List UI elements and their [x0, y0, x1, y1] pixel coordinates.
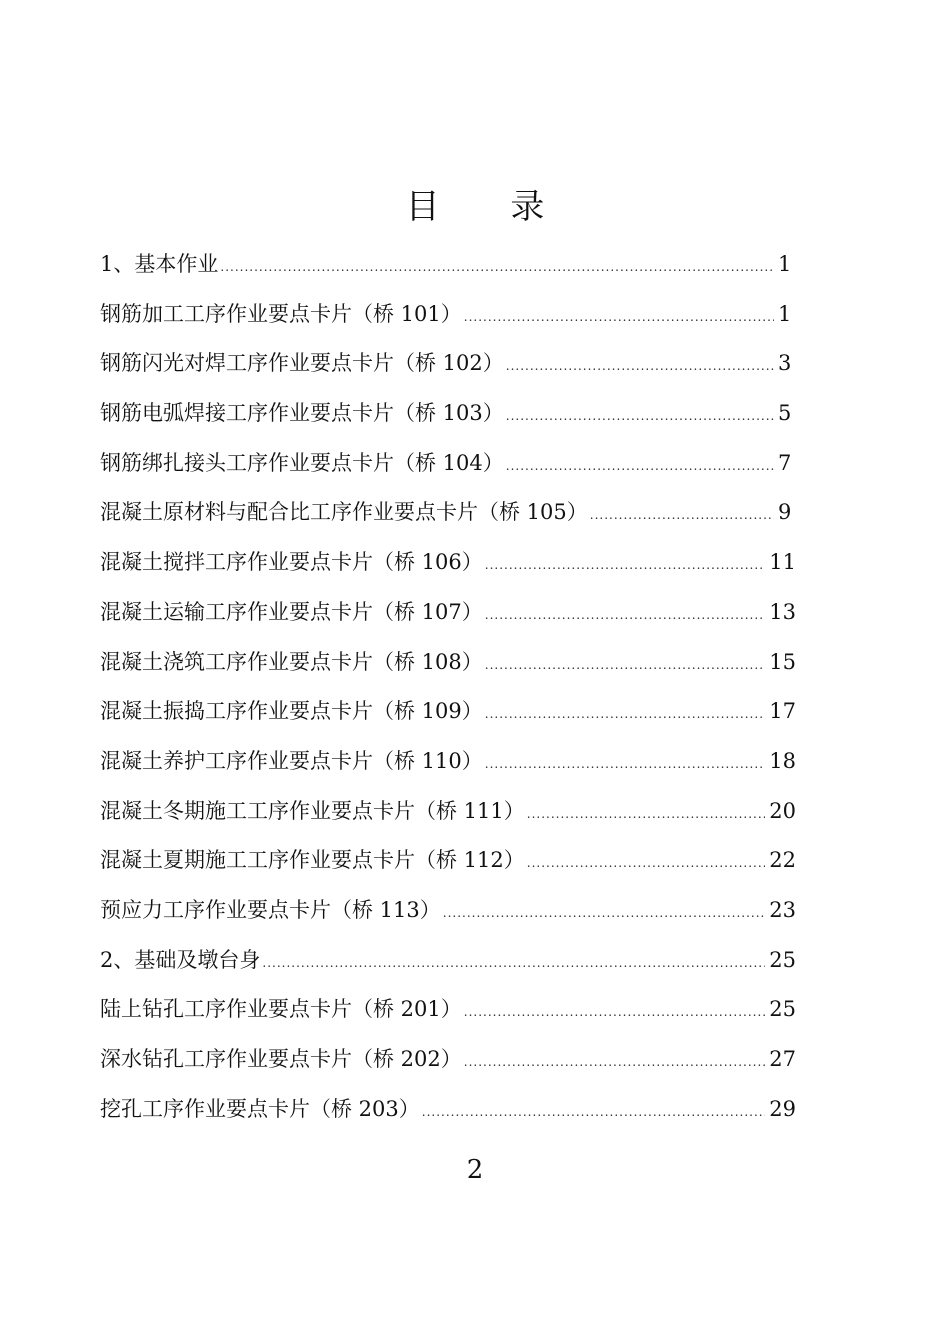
toc-entry[interactable] [100, 936, 796, 986]
toc-entry-label: 钢筋闪光对焊工序作业要点卡片（桥 102） [100, 351, 504, 376]
toc-entry-label: 混凝土冬期施工工序作业要点卡片（桥 111） [100, 798, 525, 823]
page-title: 目 录 [405, 187, 575, 227]
toc-entry[interactable] [100, 389, 796, 439]
toc-entry-page: 25 [769, 997, 796, 1022]
toc-entry-label: 混凝土原材料与配合比工序作业要点卡片（桥 105） [100, 500, 588, 525]
toc-entry[interactable] [100, 737, 796, 787]
toc-entry-label: 钢筋加工工序作业要点卡片（桥 101） [100, 301, 462, 326]
toc-entry[interactable] [100, 687, 796, 737]
toc-entry[interactable] [100, 439, 796, 489]
toc-entry-page: 3 [778, 351, 792, 376]
toc-entry-page: 17 [769, 699, 796, 724]
toc-dot-leader [527, 839, 766, 889]
toc-entry-page: 27 [769, 1047, 796, 1071]
page-number: 2 [466, 1155, 484, 1185]
toc-entry-page: 7 [778, 450, 792, 475]
toc-dot-leader [485, 641, 766, 691]
toc-entry-label: 2、基础及墩台身 [100, 947, 261, 972]
toc-entry[interactable] [100, 240, 796, 290]
toc-entry[interactable] [100, 1035, 796, 1085]
toc-entry-label: 混凝土夏期施工工序作业要点卡片（桥 112） [100, 848, 525, 873]
toc-dot-leader [262, 939, 765, 989]
toc-entry-page: 1 [778, 252, 792, 276]
toc-entry-label: 混凝土振捣工序作业要点卡片（桥 109） [100, 699, 483, 724]
toc-dot-leader [506, 442, 774, 492]
toc-entry-label: 混凝土养护工序作业要点卡片（桥 110） [100, 748, 483, 773]
toc-entry[interactable] [100, 290, 796, 340]
toc-entry-page: 5 [778, 401, 792, 426]
toc-entry[interactable] [100, 787, 796, 837]
toc-entry-label: 钢筋绑扎接头工序作业要点卡片（桥 104） [100, 450, 504, 475]
toc-entry-label: 混凝土搅拌工序作业要点卡片（桥 106） [100, 550, 483, 575]
toc-entry-page: 1 [778, 301, 792, 326]
toc-entry-page: 23 [769, 897, 796, 922]
toc-dot-leader [464, 1038, 766, 1088]
toc-entry-page: 11 [769, 550, 796, 575]
toc-entry-label: 混凝土浇筑工序作业要点卡片（桥 108） [100, 649, 483, 674]
toc-entry-page: 25 [769, 947, 796, 972]
toc-entry-page: 15 [769, 649, 796, 674]
toc-dot-leader [506, 392, 774, 442]
toc-entry-label: 陆上钻孔工序作业要点卡片（桥 201） [100, 997, 462, 1022]
toc-entry-page: 29 [769, 1096, 796, 1121]
toc-dot-leader [220, 243, 774, 293]
toc-entry[interactable] [100, 339, 796, 389]
toc-entry[interactable] [100, 588, 796, 638]
toc-entry-label: 挖孔工序作业要点卡片（桥 203） [100, 1096, 420, 1121]
toc-dot-leader [485, 591, 766, 641]
toc-entry-label: 1、基本作业 [100, 252, 219, 276]
toc-entry[interactable] [100, 836, 796, 886]
toc-dot-leader [485, 541, 766, 591]
toc-entry[interactable] [100, 638, 796, 688]
toc-dot-leader [590, 491, 774, 541]
toc-entry[interactable] [100, 1085, 796, 1135]
toc-entry-label: 预应力工序作业要点卡片（桥 113） [100, 897, 441, 922]
toc-entry-page: 20 [769, 798, 796, 823]
toc-entry-label: 钢筋电弧焊接工序作业要点卡片（桥 103） [100, 401, 504, 426]
toc-dot-leader [527, 790, 766, 840]
toc-entry[interactable] [100, 985, 796, 1035]
toc-dot-leader [464, 293, 774, 343]
toc-dot-leader [443, 889, 766, 939]
toc-dot-leader [422, 1088, 766, 1138]
toc-entry-label: 混凝土运输工序作业要点卡片（桥 107） [100, 599, 483, 624]
toc-entry-page: 22 [769, 848, 796, 873]
table-of-contents [100, 240, 796, 1134]
toc-entry[interactable] [100, 538, 796, 588]
toc-entry[interactable] [100, 886, 796, 936]
toc-entry-label: 深水钻孔工序作业要点卡片（桥 202） [100, 1047, 462, 1071]
toc-dot-leader [506, 342, 774, 392]
toc-entry-page: 9 [778, 500, 792, 525]
toc-entry[interactable] [100, 488, 796, 538]
toc-dot-leader [485, 690, 766, 740]
toc-entry-page: 13 [769, 599, 796, 624]
toc-dot-leader [464, 988, 766, 1038]
toc-dot-leader [485, 740, 766, 790]
toc-entry-page: 18 [769, 748, 796, 773]
